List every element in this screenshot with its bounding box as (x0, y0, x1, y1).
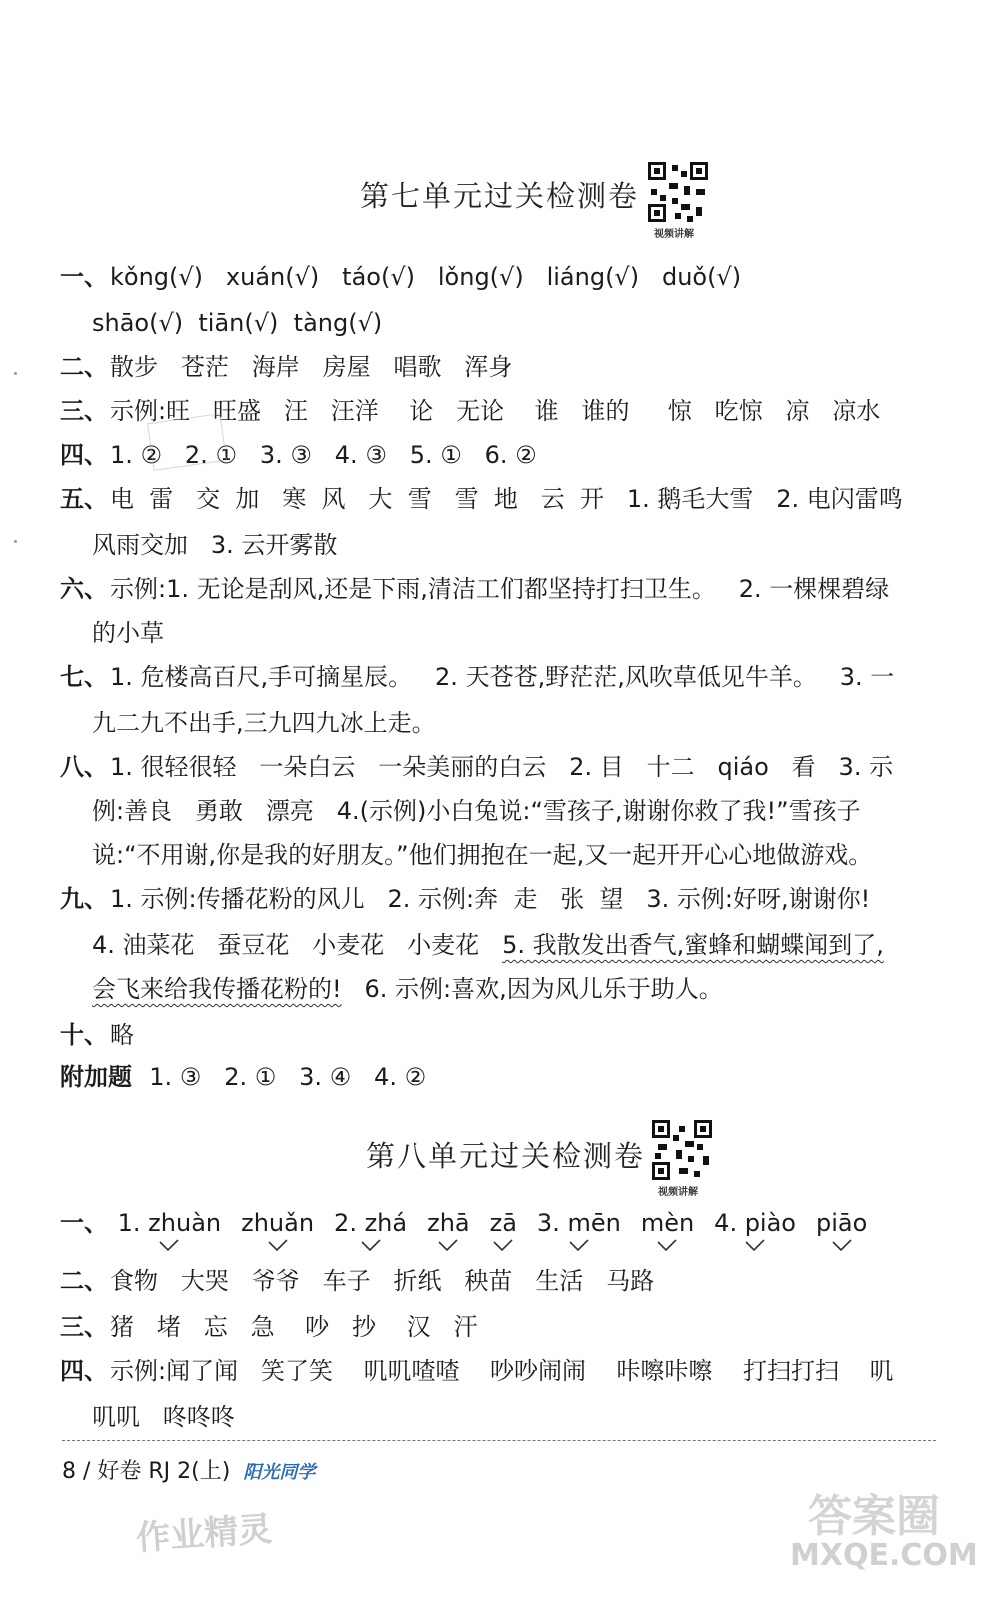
answer-line (92, 618, 972, 648)
answer-line (60, 262, 940, 292)
check-mark-icon (360, 1238, 382, 1252)
pinyin-answer (427, 1208, 470, 1238)
check-mark-icon (744, 1238, 766, 1252)
answer-text: 1. ② 2. ① 3. ③ 4. ③ 5. ① 6. ② (110, 441, 537, 469)
answer-text: 散步 苍茫 海岸 房屋 唱歌 浑身 (110, 353, 513, 381)
watermark-text: MXQE.COM (790, 1538, 978, 1573)
page-number: 8 (62, 1459, 76, 1484)
answer-line (92, 974, 972, 1004)
watermark-text: 答案圈 (808, 1491, 940, 1542)
watermark-text: 作业精灵 (135, 1509, 274, 1559)
unit7-title: 第七单元过关检测卷 (360, 179, 640, 213)
answer-line (60, 574, 940, 604)
qr-code-icon[interactable] (648, 162, 708, 222)
answer-text: 示例:1. 无论是刮风,还是下雨,清洁工们都坚持打扫卫生。 2. 一棵棵碧绿 (110, 575, 890, 603)
question-number: 五、 (60, 485, 108, 513)
answer-text: 1. 示例:传播花粉的风儿 2. 示例:奔 走 张 望 3. 示例:好呀,谢谢你! (110, 885, 871, 913)
margin-mark (14, 540, 17, 543)
answer-text: 示例:旺 旺盛 汪 汪洋 论 无论 谁 谁的 惊 吃惊 凉 凉水 (110, 397, 881, 425)
answer-text: 电 雷 交 加 寒 风 大 雪 雪 地 云 开 1. 鹅毛大雪 2. 电闪雷鸣 (110, 485, 903, 513)
underlined-answer: 会飞来给我传播花粉的! (92, 975, 342, 1003)
answer-text: 的小草 (92, 619, 164, 647)
question-number: 九、 (60, 885, 108, 913)
answer-line (60, 1312, 940, 1342)
pinyin-text: piāo (816, 1209, 868, 1237)
question-number: 四、 (60, 1357, 108, 1385)
pinyin-text: 1. zhuàn (117, 1209, 222, 1237)
check-mark-icon (437, 1238, 459, 1252)
question-number: 一、 (60, 263, 108, 291)
answer-text: 说:“不用谢,你是我的好朋友。”他们拥抱在一起,又一起开开心心地做游戏。 (92, 841, 873, 869)
question-number: 三、 (60, 397, 108, 425)
answer-line (60, 1356, 940, 1386)
answer-line (92, 796, 972, 826)
brand-logo: 阳光同学 (243, 1462, 316, 1483)
answer-text: 风雨交加 3. 云开雾散 (92, 531, 338, 559)
answer-line (92, 308, 972, 338)
answer-text: 示例:闻了闻 笑了笑 叽叽喳喳 吵吵闹闹 咔嚓咔嚓 打扫打扫 叽 (110, 1357, 894, 1385)
qr-caption: 视频讲解 (654, 229, 694, 240)
answer-text: 略 (110, 1021, 134, 1049)
answer-line (60, 884, 940, 914)
question-number: 十、 (60, 1021, 108, 1049)
pinyin-answer (118, 1208, 221, 1238)
pinyin-answer (714, 1208, 796, 1238)
answer-text: 例:善良 勇敢 漂亮 4.(示例)小白兔说:“雪孩子,谢谢你救了我!”雪孩子 (92, 797, 861, 825)
answer-line (60, 662, 940, 692)
question-number: 二、 (60, 1267, 108, 1295)
check-mark-icon (158, 1238, 180, 1252)
answer-line (60, 752, 940, 782)
question-number: 附加题 (60, 1063, 132, 1091)
question-number: 八、 (60, 753, 108, 781)
answer-line (92, 708, 972, 738)
pinyin-answer (241, 1208, 314, 1238)
qr-caption: 视频讲解 (658, 1187, 698, 1198)
pinyin-text: zā (489, 1209, 517, 1237)
question-number: 六、 (60, 575, 108, 603)
qr-code-icon[interactable] (652, 1120, 712, 1180)
pinyin-text: zhā (427, 1209, 470, 1237)
pinyin-answer (490, 1208, 517, 1238)
check-mark-icon (656, 1238, 678, 1252)
check-mark-icon (831, 1238, 853, 1252)
pinyin-text: zhuǎn (241, 1209, 315, 1237)
check-mark-icon (492, 1238, 514, 1252)
answer-line (60, 484, 940, 514)
pinyin-answer (537, 1208, 621, 1238)
page-footer (62, 1454, 315, 1485)
answer-text: 食物 大哭 爷爷 车子 折纸 秧苗 生活 马路 (110, 1267, 655, 1295)
question-number: 四、 (60, 441, 108, 469)
book-label: / 好卷 RJ 2(上) (83, 1459, 231, 1484)
answer-text: kǒng(√) xuán(√) táo(√) lǒng(√) liáng(√) duǒ(√) (110, 263, 742, 291)
answer-text: 1. 很轻很轻 一朵白云 一朵美丽的白云 2. 目 十二 qiáo 看 3. 示 (110, 753, 894, 781)
pinyin-text: 4. piào (714, 1209, 796, 1237)
answer-text: 6. 示例:喜欢,因为风儿乐于助人。 (341, 975, 723, 1003)
footer-divider (62, 1440, 936, 1441)
question-number: 七、 (60, 663, 108, 691)
pinyin-answer (816, 1208, 867, 1238)
answer-line (60, 1020, 940, 1050)
answer-line (60, 1266, 940, 1296)
underlined-answer: 5. 我散发出香气,蜜蜂和蝴蝶闻到了, (502, 931, 884, 959)
answer-text: 猪 堵 忘 急 吵 抄 汉 汗 (110, 1313, 478, 1341)
answer-line (92, 530, 972, 560)
question-number: 三、 (60, 1313, 108, 1341)
answer-text: 1. ③ 2. ① 3. ④ 4. ② (134, 1063, 427, 1091)
stamp-mark (147, 413, 227, 471)
check-mark-icon (267, 1238, 289, 1252)
answer-text: 1. 危楼高百尺,手可摘星辰。 2. 天苍苍,野茫茫,风吹草低见牛羊。 3. 一 (110, 663, 895, 691)
margin-mark (14, 372, 17, 375)
answer-line (60, 352, 940, 382)
question-number: 一、 (60, 1209, 108, 1237)
pinyin-answer (641, 1208, 694, 1238)
answer-line (92, 1402, 972, 1432)
answer-line (92, 930, 972, 960)
answer-line (60, 1062, 940, 1092)
answer-text: 九二九不出手,三九四九冰上走。 (92, 709, 436, 737)
answer-text: shāo(√) tiān(√) tàng(√) (92, 309, 383, 337)
pinyin-text: 2. zhá (334, 1209, 408, 1237)
question-number: 二、 (60, 353, 108, 381)
check-mark-icon (568, 1238, 590, 1252)
answer-line-pinyin (60, 1208, 940, 1238)
answer-line (92, 840, 972, 870)
pinyin-text: mèn (640, 1209, 695, 1237)
pinyin-text: 3. mēn (536, 1209, 621, 1237)
pinyin-answer (334, 1208, 407, 1238)
answer-text: 叽叽 咚咚咚 (92, 1403, 235, 1431)
unit8-title: 第八单元过关检测卷 (366, 1139, 646, 1173)
answer-text: 4. 油菜花 蚕豆花 小麦花 小麦花 (92, 931, 503, 959)
